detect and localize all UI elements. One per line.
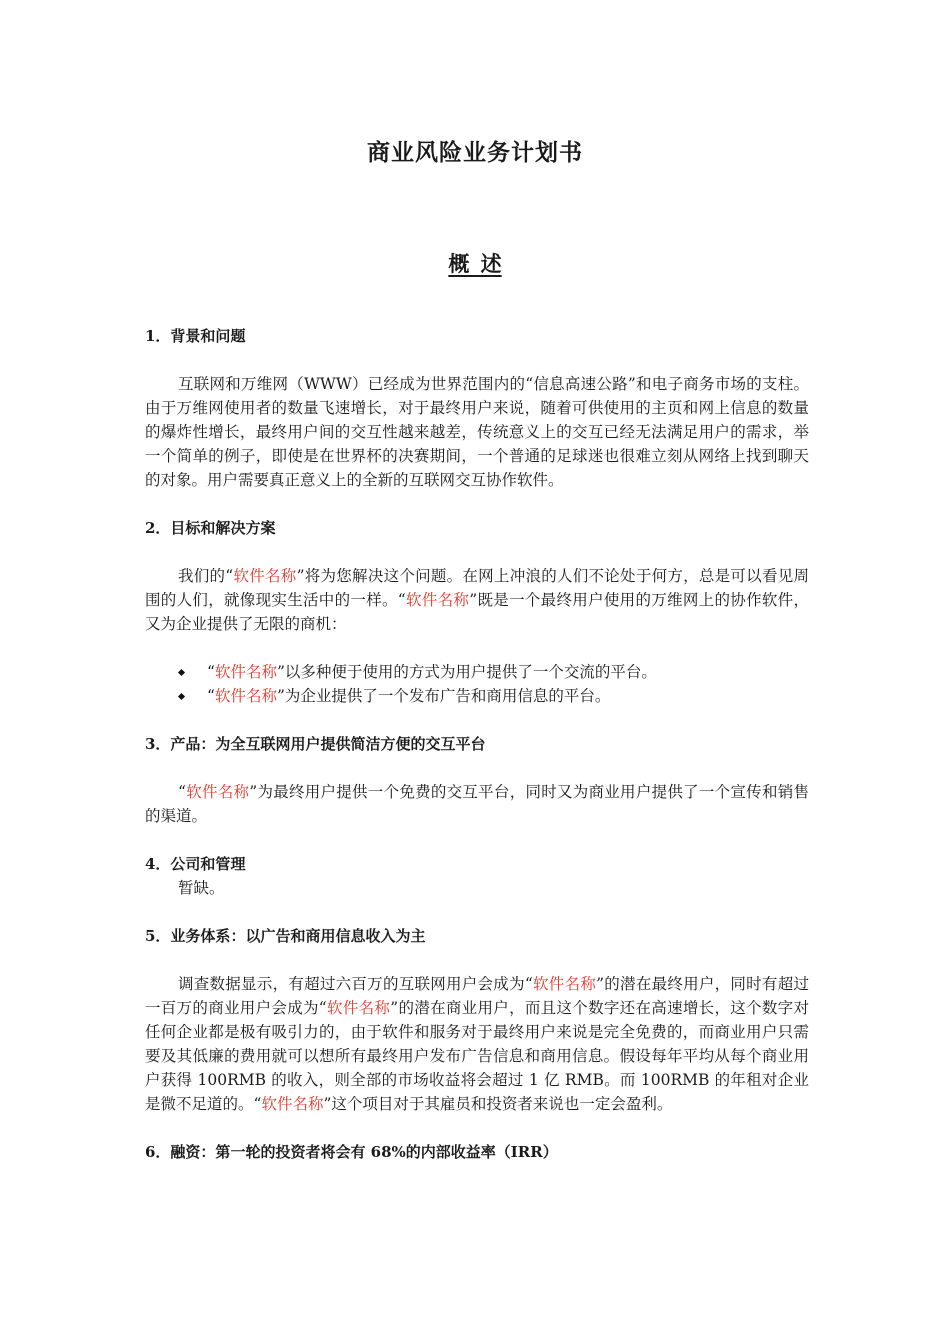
text-run: “ [207,663,215,681]
text-run: ”将为您解决这个问题。在网上冲浪的人们不论处于何方，总是可以看见周围的人们，就像现实生活中的一样。“ [145,567,809,609]
paragraph-company: 暂缺。 [178,879,225,897]
section-title-overview: 概 述 [448,251,502,276]
software-name-highlight: 软件名称 [214,663,277,681]
software-name-highlight: 软件名称 [214,687,277,705]
text-run: ”为最终用户提供一个免费的交互平台，同时又为商业用户提供了一个宣传和销售的渠道。 [145,783,809,825]
document-body [145,324,809,1164]
list-item [145,684,809,708]
text-run: ”既是一个最终用户使用的万维网上的协作软件，又为企业提供了无限的商机： [145,591,809,633]
software-name-highlight: 软件名称 [326,999,391,1017]
diamond-bullet-icon [178,693,185,700]
list-item [145,660,809,684]
heading-company: 4．公司和管理 [145,855,246,873]
heading-background: 1．背景和问题 [145,327,246,345]
bullet-list [145,660,809,708]
diamond-bullet-icon [178,669,185,676]
heading-financing: 6．融资：第一轮的投资者将会有 68%的内部收益率（IRR） [145,1143,558,1161]
software-name-highlight: 软件名称 [185,783,250,801]
software-name-highlight: 软件名称 [405,591,470,609]
text-run: ”的潜在商业用户，而且这个数字还在高速增长，这个数字对任何企业都是极有吸引力的，由于软件和服务对于最终用户来说是完全免费的，而商业用户只需要及其低廉的费用就可以想所有最终用户发布广告信息和商用信息。假设每年平均从每个商业用户获得 100RMB 的收入，则全部的市场收益将会超过 1 亿 RMB。而 100RMB 的年租对企业是微不足道的。“ [145,999,809,1113]
text-run: ”这个项目对于其雇员和投资者来说也一定会盈利。 [323,1095,673,1113]
text-run: ”的潜在最终用户，同时有超过一百万的商业用户会成为“ [145,975,809,1017]
text-run: ”以多种便于使用的方式为用户提供了一个交流的平台。 [276,663,657,681]
text-run: 我们的“ [178,567,234,585]
text-run: “ [178,783,186,801]
heading-goals: 2．目标和解决方案 [145,519,276,537]
paragraph-background: 互联网和万维网（WWW）已经成为世界范围内的“信息高速公路”和电子商务市场的支柱。由于万维网使用者的数量飞速增长，对于最终用户来说，随着可供使用的主页和网上信息的数量的爆炸性增长，最终用户间的交互性越来越差，传统意义上的交互已经无法满足用户的需求，举一个简单的例子，即使是在世界杯的决赛期间，一个普通的足球迷也很难立刻从网络上找到聊天的对象。用户需要真正意义上的全新的互联网交互协作软件。 [145,375,809,489]
text-run: “ [207,687,215,705]
text-run: ”为企业提供了一个发布广告和商用信息的平台。 [276,687,611,705]
paragraph-goals [145,564,809,636]
heading-business: 5．业务体系：以广告和商用信息收入为主 [145,927,426,945]
software-name-highlight: 软件名称 [261,1095,324,1113]
document-title: 商业风险业务计划书 [367,139,583,166]
software-name-highlight: 软件名称 [233,567,297,585]
paragraph-product [145,780,809,828]
software-name-highlight: 软件名称 [532,975,597,993]
heading-product: 3．产品：为全互联网用户提供简洁方便的交互平台 [145,735,486,753]
text-run: 调查数据显示，有超过六百万的互联网用户会成为“ [178,975,533,993]
paragraph-business [145,972,809,1116]
